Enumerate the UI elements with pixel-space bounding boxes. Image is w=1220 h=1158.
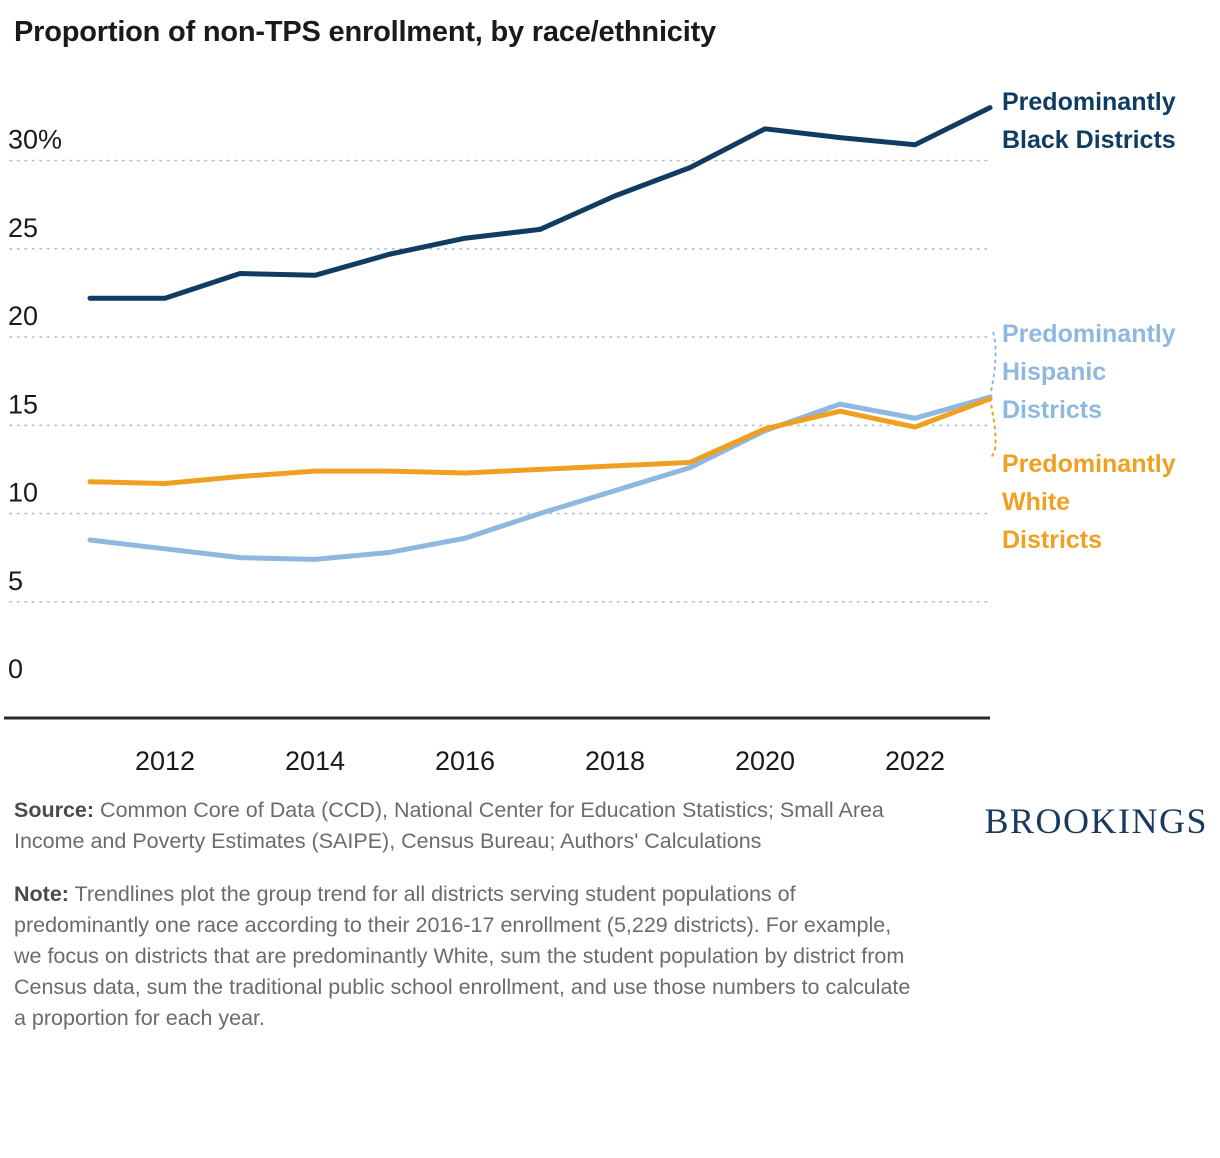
x-axis-tick-label: 2014	[284, 746, 346, 770]
leader-line-hispanic	[990, 328, 996, 397]
method-note	[14, 879, 914, 1034]
line-chart	[0, 60, 1220, 770]
source-note	[14, 795, 914, 857]
y-axis-tick-label: 0	[8, 654, 24, 684]
x-axis-tick-label: 2016	[434, 746, 496, 770]
source-text: Common Core of Data (CCD), National Center for Education Statistics; Small Area Income and Poverty Estimates (SAIPE), Census Bureau; Authors' Calculations	[14, 798, 884, 853]
y-axis-tick-label: 10	[8, 477, 39, 508]
chart-container	[0, 60, 1220, 770]
note-text: Trendlines plot the group trend for all districts serving student populations of predominantly one race according to their 2016-17 enrollment (5,229 districts). For example, we focus on districts that are predominantly White, sum the student population by district from Census data, sum the traditional public school enrollment, and use those numbers to calculate a proportion for each year.	[14, 882, 911, 1030]
series-label-3: Predominantly White Districts	[1002, 450, 1176, 554]
series-label-2: Predominantly Hispanic Districts	[1002, 320, 1176, 424]
x-axis-tick-label: 2022	[884, 746, 946, 770]
series-label-1: Predominantly Black Districts	[1002, 88, 1176, 154]
x-axis-tick-label: 2018	[584, 746, 646, 770]
series-line-1	[90, 108, 990, 299]
source-label: Source:	[14, 798, 95, 822]
x-axis-tick-label: 2012	[134, 746, 196, 770]
footnotes	[14, 795, 914, 1034]
series-line-3	[90, 399, 990, 484]
y-axis-tick-label: 25	[8, 212, 39, 243]
page-title: Proportion of non-TPS enrollment, by race/ethnicity	[14, 16, 716, 48]
y-axis-tick-label: 20	[8, 301, 39, 332]
y-axis-tick-label: 5	[8, 565, 24, 596]
note-label: Note:	[14, 882, 69, 906]
brookings-logo: BROOKINGS	[984, 801, 1208, 841]
y-axis-tick-label: 30%	[8, 124, 63, 155]
leader-line-white	[990, 399, 996, 456]
x-axis-tick-label: 2020	[734, 746, 796, 770]
y-axis-tick-label: 15	[8, 389, 39, 420]
